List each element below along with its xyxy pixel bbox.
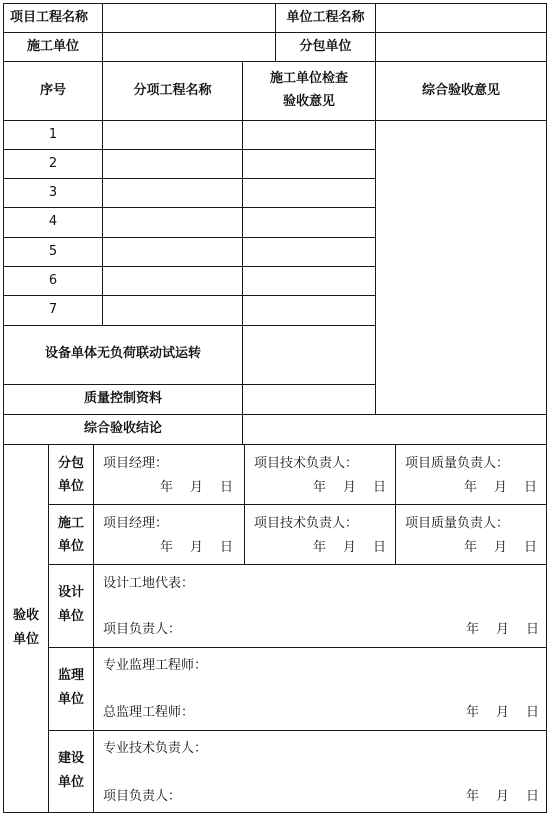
subcontract-unit-label: 分包单位: [299, 39, 352, 54]
quality-docs-check-field[interactable]: [242, 384, 376, 415]
owner-signoff-field[interactable]: [93, 730, 547, 813]
date-month: 月: [496, 622, 510, 637]
tech-lead-label: 项目技术负责人：: [254, 456, 359, 471]
construction-unit-line2: 单位: [57, 539, 84, 554]
date-month: 月: [494, 540, 508, 555]
row-check-field[interactable]: [242, 295, 376, 326]
manager-label: 项目经理：: [103, 516, 169, 531]
col-check-label-line1: 施工单位检查: [269, 71, 348, 86]
design-unit-line2: 单位: [57, 609, 84, 624]
date-day: 日: [526, 622, 540, 637]
row-check-field[interactable]: [242, 178, 376, 208]
date-year: 年: [466, 705, 480, 720]
row-index: 4: [48, 214, 58, 229]
unit-project-name-field[interactable]: [375, 3, 547, 33]
trial-run-check-field[interactable]: [242, 325, 376, 385]
date-day: 日: [524, 480, 538, 495]
row-check-field[interactable]: [242, 149, 376, 179]
row-index-cell: [3, 178, 103, 208]
owner-unit-line2: 单位: [57, 775, 84, 790]
col-check-header: [242, 61, 376, 121]
col-comprehensive-label: 综合验收意见: [421, 83, 500, 98]
row-subproject-field[interactable]: [102, 266, 243, 296]
row-check-field[interactable]: [242, 266, 376, 296]
row-index: 5: [48, 244, 58, 259]
supervision-chief-engineer-label: 总监理工程师：: [103, 705, 195, 720]
date-month: 月: [496, 789, 510, 804]
subcontract-unit-field[interactable]: [375, 32, 547, 62]
date-month: 月: [190, 480, 204, 495]
project-name-label: 项目工程名称: [10, 10, 89, 25]
col-subproject-label: 分项工程名称: [133, 83, 212, 98]
row-check-field[interactable]: [242, 207, 376, 238]
date-month: 月: [343, 540, 357, 555]
comprehensive-opinion-field[interactable]: [375, 120, 547, 415]
date-year: 年: [313, 480, 327, 495]
quality-lead-label: 项目质量负责人：: [405, 456, 510, 471]
supervision-unit-cell: [48, 647, 94, 731]
row-index-cell: [3, 207, 103, 238]
date-day: 日: [373, 540, 387, 555]
row-subproject-field[interactable]: [102, 149, 243, 179]
row-index: 1: [48, 127, 58, 142]
design-signoff-field[interactable]: [93, 564, 547, 648]
trial-run-label: 设备单体无负荷联动试运转: [44, 346, 201, 361]
owner-unit-cell: [48, 730, 94, 813]
row-subproject-field[interactable]: [102, 237, 243, 267]
row-index: 6: [48, 273, 58, 288]
manager-label: 项目经理：: [103, 456, 169, 471]
project-name-label-cell: [3, 3, 103, 33]
subcontract-manager-field[interactable]: [93, 444, 245, 505]
row-index-cell: [3, 237, 103, 267]
col-index-label: 序号: [39, 83, 66, 98]
conclusion-label: 综合验收结论: [83, 421, 162, 436]
design-unit-line1: 设计: [57, 585, 84, 600]
construction-unit-label-cell: [3, 32, 103, 62]
date-year: 年: [464, 540, 478, 555]
unit-project-name-label-cell: [275, 3, 376, 33]
construction-unit-label: 施工单位: [26, 39, 79, 54]
date-year: 年: [313, 540, 327, 555]
date-year: 年: [160, 480, 174, 495]
subcontract-tech-lead-field[interactable]: [244, 444, 396, 505]
date-month: 月: [496, 705, 510, 720]
subcontract-unit-label-cell: [275, 32, 376, 62]
conclusion-label-cell: [3, 414, 243, 445]
date-day: 日: [524, 540, 538, 555]
date-month: 月: [494, 480, 508, 495]
row-index-cell: [3, 295, 103, 326]
construction-unit-field[interactable]: [102, 32, 276, 62]
acceptance-units-label-line1: 验收: [12, 608, 39, 623]
date-year: 年: [160, 540, 174, 555]
design-site-rep-label: 设计工地代表：: [103, 576, 195, 591]
acceptance-units-label-line2: 单位: [12, 632, 39, 647]
date-month: 月: [343, 480, 357, 495]
row-subproject-field[interactable]: [102, 207, 243, 238]
quality-docs-label: 质量控制资料: [83, 391, 162, 406]
row-index-cell: [3, 266, 103, 296]
row-index-cell: [3, 120, 103, 150]
row-subproject-field[interactable]: [102, 178, 243, 208]
supervision-unit-line2: 单位: [57, 692, 84, 707]
supervision-engineer-label: 专业监理工程师：: [103, 658, 208, 673]
col-comprehensive-header: [375, 61, 547, 121]
owner-unit-line1: 建设: [57, 751, 84, 766]
date-day: 日: [373, 480, 387, 495]
project-name-field[interactable]: [102, 3, 276, 33]
acceptance-units-label-cell: [3, 444, 49, 813]
acceptance-form: [3, 3, 547, 813]
construction-unit-cell: [48, 504, 94, 565]
date-year: 年: [466, 622, 480, 637]
date-day: 日: [220, 480, 234, 495]
subcontract-unit-line1: 分包: [57, 456, 84, 471]
row-index-cell: [3, 149, 103, 179]
row-check-field[interactable]: [242, 120, 376, 150]
row-subproject-field[interactable]: [102, 120, 243, 150]
subcontract-unit-line2: 单位: [57, 479, 84, 494]
conclusion-field[interactable]: [242, 414, 547, 445]
construction-manager-field[interactable]: [93, 504, 245, 565]
supervision-unit-line1: 监理: [57, 668, 84, 683]
unit-project-name-label: 单位工程名称: [286, 10, 365, 25]
design-project-lead-label: 项目负责人：: [103, 622, 182, 637]
design-unit-cell: [48, 564, 94, 648]
date-day: 日: [220, 540, 234, 555]
tech-lead-label: 项目技术负责人：: [254, 516, 359, 531]
row-check-field[interactable]: [242, 237, 376, 267]
date-year: 年: [464, 480, 478, 495]
subcontract-unit-cell: [48, 444, 94, 505]
row-index: 3: [48, 185, 58, 200]
construction-quality-lead-field[interactable]: [395, 504, 547, 565]
quality-docs-label-cell: [3, 384, 243, 415]
col-check-label-line2: 验收意见: [282, 94, 335, 109]
col-index-header: [3, 61, 103, 121]
date-day: 日: [526, 705, 540, 720]
date-year: 年: [466, 789, 480, 804]
date-month: 月: [190, 540, 204, 555]
quality-lead-label: 项目质量负责人：: [405, 516, 510, 531]
supervision-signoff-field[interactable]: [93, 647, 547, 731]
row-subproject-field[interactable]: [102, 295, 243, 326]
date-day: 日: [526, 789, 540, 804]
row-index: 7: [48, 302, 58, 317]
owner-tech-lead-label: 专业技术负责人：: [103, 741, 208, 756]
construction-tech-lead-field[interactable]: [244, 504, 396, 565]
construction-unit-line1: 施工: [57, 516, 84, 531]
subcontract-quality-lead-field[interactable]: [395, 444, 547, 505]
owner-project-lead-label: 项目负责人：: [103, 789, 182, 804]
row-index: 2: [48, 156, 58, 171]
col-subproject-header: [102, 61, 243, 121]
trial-run-label-cell: [3, 325, 243, 385]
